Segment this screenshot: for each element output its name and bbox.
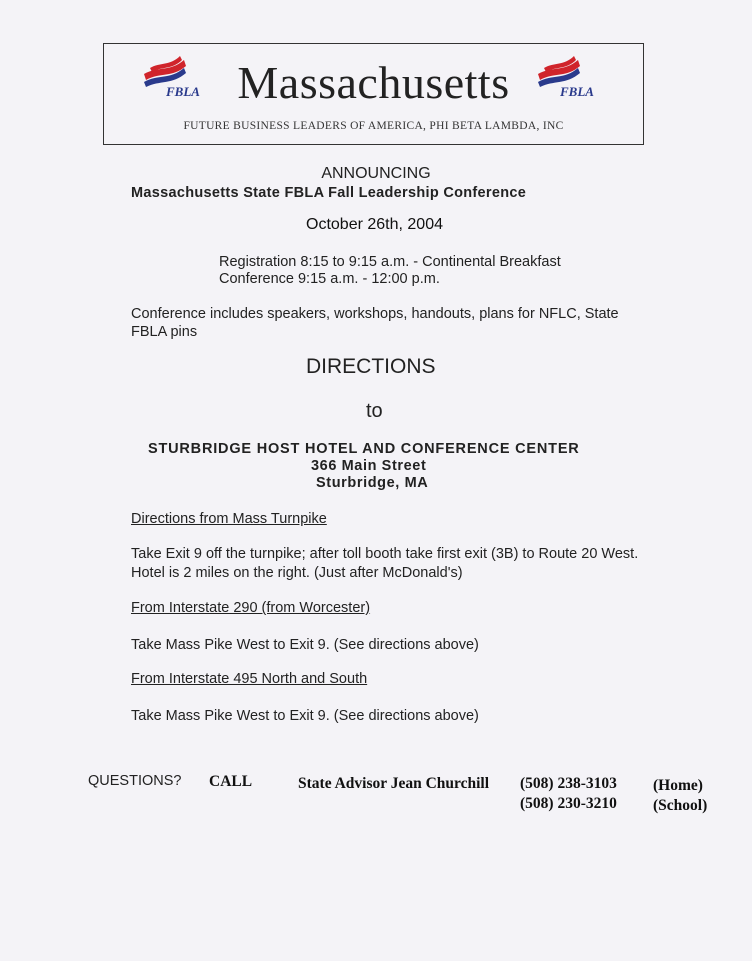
section-heading-i495: From Interstate 495 North and South [131,671,368,687]
phone-school-label: (School) [653,797,708,814]
turnpike-directions-line1: Take Exit 9 off the turnpike; after toll booth take first exit (3B) to Route 20 West. [131,546,639,562]
advisor-name: State Advisor Jean Churchill [298,775,490,792]
i495-directions: Take Mass Pike West to Exit 9. (See directions above) [131,708,479,724]
section-heading-turnpike: Directions from Mass Turnpike [131,511,327,527]
conference-includes-line2: FBLA pins [131,324,198,340]
phone-home: (508) 238-3103 [520,775,617,792]
announcing-label: ANNOUNCING [321,165,431,182]
i290-directions: Take Mass Pike West to Exit 9. (See directions above) [131,637,479,653]
questions-label: QUESTIONS? [88,773,182,789]
turnpike-directions-line2: Hotel is 2 miles on the right. (Just after McDonald's) [131,565,463,581]
directions-to: to [366,400,383,422]
conference-includes-line1: Conference includes speakers, workshops, handouts, plans for NFLC, State [131,306,619,322]
section-heading-i290: From Interstate 290 (from Worcester) [131,600,371,616]
event-title: Massachusetts State FBLA Fall Leadership Conference [131,185,527,201]
phone-home-label: (Home) [653,777,703,794]
phone-school: (508) 230-3210 [520,795,617,812]
venue-name: STURBRIDGE HOST HOTEL AND CONFERENCE CENTER [148,441,580,457]
page-title: Massachusetts [237,57,510,108]
venue-street: 366 Main Street [311,458,427,474]
directions-heading: DIRECTIONS [306,355,436,378]
event-date: October 26th, 2004 [306,216,443,233]
organization-subtitle: FUTURE BUSINESS LEADERS OF AMERICA, PHI BETA LAMBDA, INC [183,120,564,132]
fbla-logo-text: FBLA [166,84,200,98]
registration-time: Registration 8:15 to 9:15 a.m. - Continental Breakfast [219,254,561,270]
venue-city: Sturbridge, MA [316,475,429,491]
masthead-box [103,43,644,145]
fbla-logo-text: FBLA [560,84,594,98]
conference-time: Conference 9:15 a.m. - 12:00 p.m. [219,271,440,287]
fbla-flag-logo-right [534,54,602,98]
call-label: CALL [209,773,253,790]
